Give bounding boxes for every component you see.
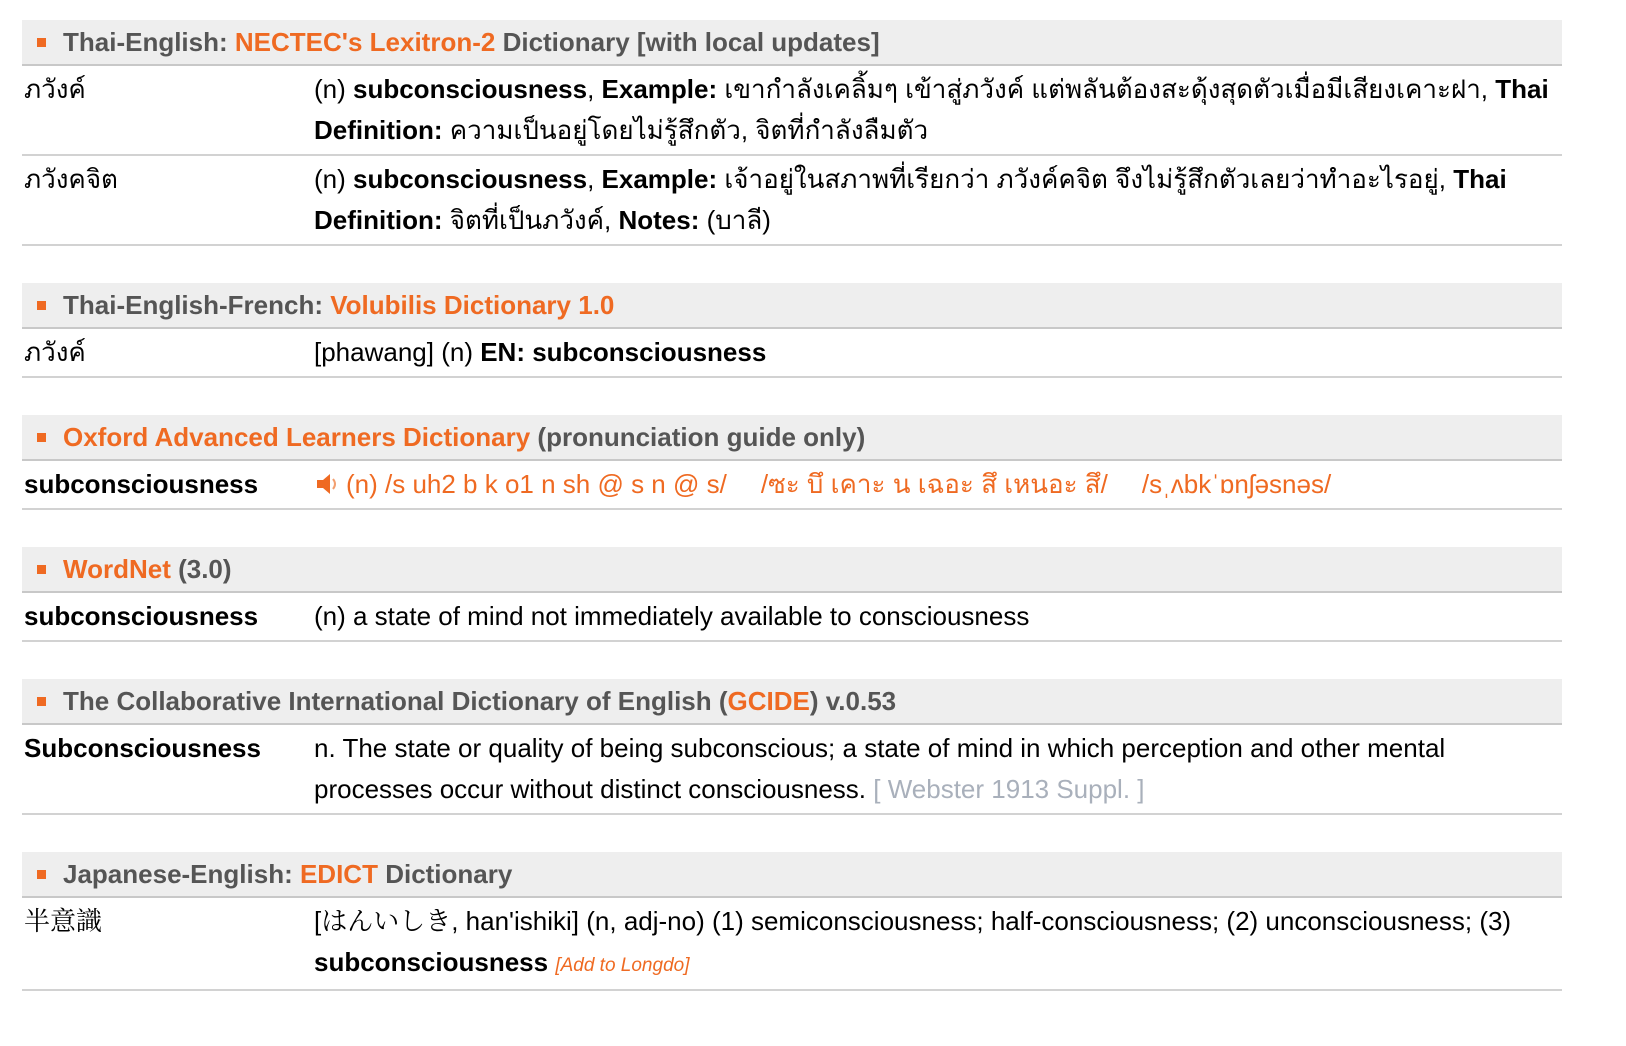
section-header: [22, 283, 1562, 329]
bullet-icon: [37, 697, 46, 706]
separator: ,: [587, 74, 602, 104]
entry-row: [22, 329, 1562, 378]
section-title-prefix: The Collaborative International Dictionary of English (: [63, 686, 728, 716]
entry-term: 半意識: [24, 906, 103, 936]
dictionary-link-gcide[interactable]: GCIDE: [727, 686, 810, 716]
entry-row: [22, 461, 1562, 510]
thai-definition-label: Thai Definition:: [314, 164, 1507, 235]
section-title-prefix: Thai-English:: [63, 27, 235, 57]
dictionary-link-volubilis[interactable]: Volubilis Dictionary 1.0: [330, 290, 615, 320]
bullet-icon: [37, 433, 46, 442]
entry-definition: [314, 901, 1562, 986]
thai-definition-label: Thai Definition:: [314, 74, 1549, 145]
bullet-icon: [37, 38, 46, 47]
section-title-suffix: ) v.0.53: [809, 686, 897, 716]
definition-text: n. The state or quality of being subconscious; a state of mind in which perception and other mental processes occur without distinct consciousness.: [314, 733, 1446, 804]
headword: subconsciousness: [353, 164, 588, 194]
example-text: เจ้าอยู่ในสภาพที่เรียกว่า ภวังค์คจิต จึงไม่รู้สึกตัวเลยว่าทำอะไรอยู่,: [717, 164, 1454, 194]
section-volubilis: [22, 283, 1562, 378]
section-lexitron: [22, 20, 1562, 246]
source-citation: [ Webster 1913 Suppl. ]: [873, 774, 1145, 804]
entry-row: [22, 593, 1562, 642]
entry-row: [22, 156, 1562, 246]
bullet-icon: [37, 870, 46, 879]
definition-text: [はんいしき, han'ishiki] (n, adj-no) (1) semiconsciousness; half-consciousness; (2) unconsciousness; (3): [314, 906, 1512, 936]
section-title-suffix: Dictionary: [377, 859, 513, 889]
bullet-icon: [37, 301, 46, 310]
section-header: [22, 20, 1562, 66]
headword: subconsciousness: [314, 947, 549, 977]
headword: subconsciousness: [353, 74, 588, 104]
dictionary-link-wordnet[interactable]: WordNet: [63, 554, 171, 584]
example-label: Example:: [601, 74, 718, 104]
entry-pronunciation: [314, 464, 1562, 505]
section-header: [22, 679, 1562, 725]
entry-row: [22, 725, 1562, 815]
entry-definition: [314, 159, 1562, 241]
entry-definition: [314, 728, 1562, 810]
section-oxford: [22, 415, 1562, 510]
notes-text: (บาลี): [699, 205, 771, 235]
entry-term: ภวังค์: [24, 337, 86, 367]
bullet-icon: [37, 565, 46, 574]
entry-text: [phawang] (n): [314, 337, 481, 367]
section-header: [22, 415, 1562, 461]
pronunciation-ipa: /sˌʌbkˈɒnʃəsnəs/: [1141, 469, 1332, 499]
section-title-prefix: Thai-English-French:: [63, 290, 331, 320]
dictionary-link-edict[interactable]: EDICT: [299, 859, 378, 889]
pronunciation-arpabet: (n) /s uh2 b k o1 n sh @ s n @ s/: [346, 469, 727, 499]
thai-definition-text: ความเป็นอยู่โดยไม่รู้สึกตัว, จิตที่กำลังลืมตัว: [442, 115, 929, 145]
pos-label: (n): [314, 74, 353, 104]
thai-definition-text: จิตที่เป็นภวังค์,: [442, 205, 619, 235]
entry-definition: [314, 69, 1562, 151]
notes-label: Notes:: [618, 205, 700, 235]
entry-row: [22, 66, 1562, 156]
entry-term: subconsciousness: [24, 469, 259, 499]
english-translation: EN: subconsciousness: [480, 337, 767, 367]
entry-term: subconsciousness: [24, 601, 259, 631]
dictionary-link-oxford[interactable]: Oxford Advanced Learners Dictionary: [63, 422, 531, 452]
entry-definition: [314, 332, 1562, 373]
entry-definition: (n) a state of mind not immediately available to consciousness: [314, 601, 1030, 631]
entry-term: Subconsciousness: [24, 733, 261, 763]
section-title-suffix: (3.0): [170, 554, 232, 584]
section-title-suffix: Dictionary [with local updates]: [495, 27, 880, 57]
pronunciation-thai: /ซะ บึ เคาะ น เฉอะ สึ เหนอะ สึ/: [760, 469, 1108, 499]
speaker-icon[interactable]: [314, 471, 340, 497]
example-text: เขากำลังเคลิ้มๆ เข้าสู่ภวังค์ แต่พลันต้องสะดุ้งสุดตัวเมื่อมีเสียงเคาะฝา,: [717, 74, 1496, 104]
section-edict: [22, 852, 1562, 991]
entry-row: [22, 898, 1562, 991]
pos-label: (n): [314, 164, 353, 194]
separator: ,: [587, 164, 602, 194]
section-title-suffix: (pronunciation guide only): [530, 422, 866, 452]
add-to-longdo-link[interactable]: [Add to Longdo]: [555, 955, 690, 976]
entry-term: ภวังค์: [24, 74, 86, 104]
section-title-prefix: Japanese-English:: [63, 859, 300, 889]
section-header: [22, 852, 1562, 898]
section-wordnet: [22, 547, 1562, 642]
entry-term: ภวังคจิต: [24, 164, 118, 194]
section-gcide: [22, 679, 1562, 815]
section-header: [22, 547, 1562, 593]
example-label: Example:: [601, 164, 718, 194]
dictionary-link-lexitron[interactable]: NECTEC's Lexitron-2: [234, 27, 496, 57]
